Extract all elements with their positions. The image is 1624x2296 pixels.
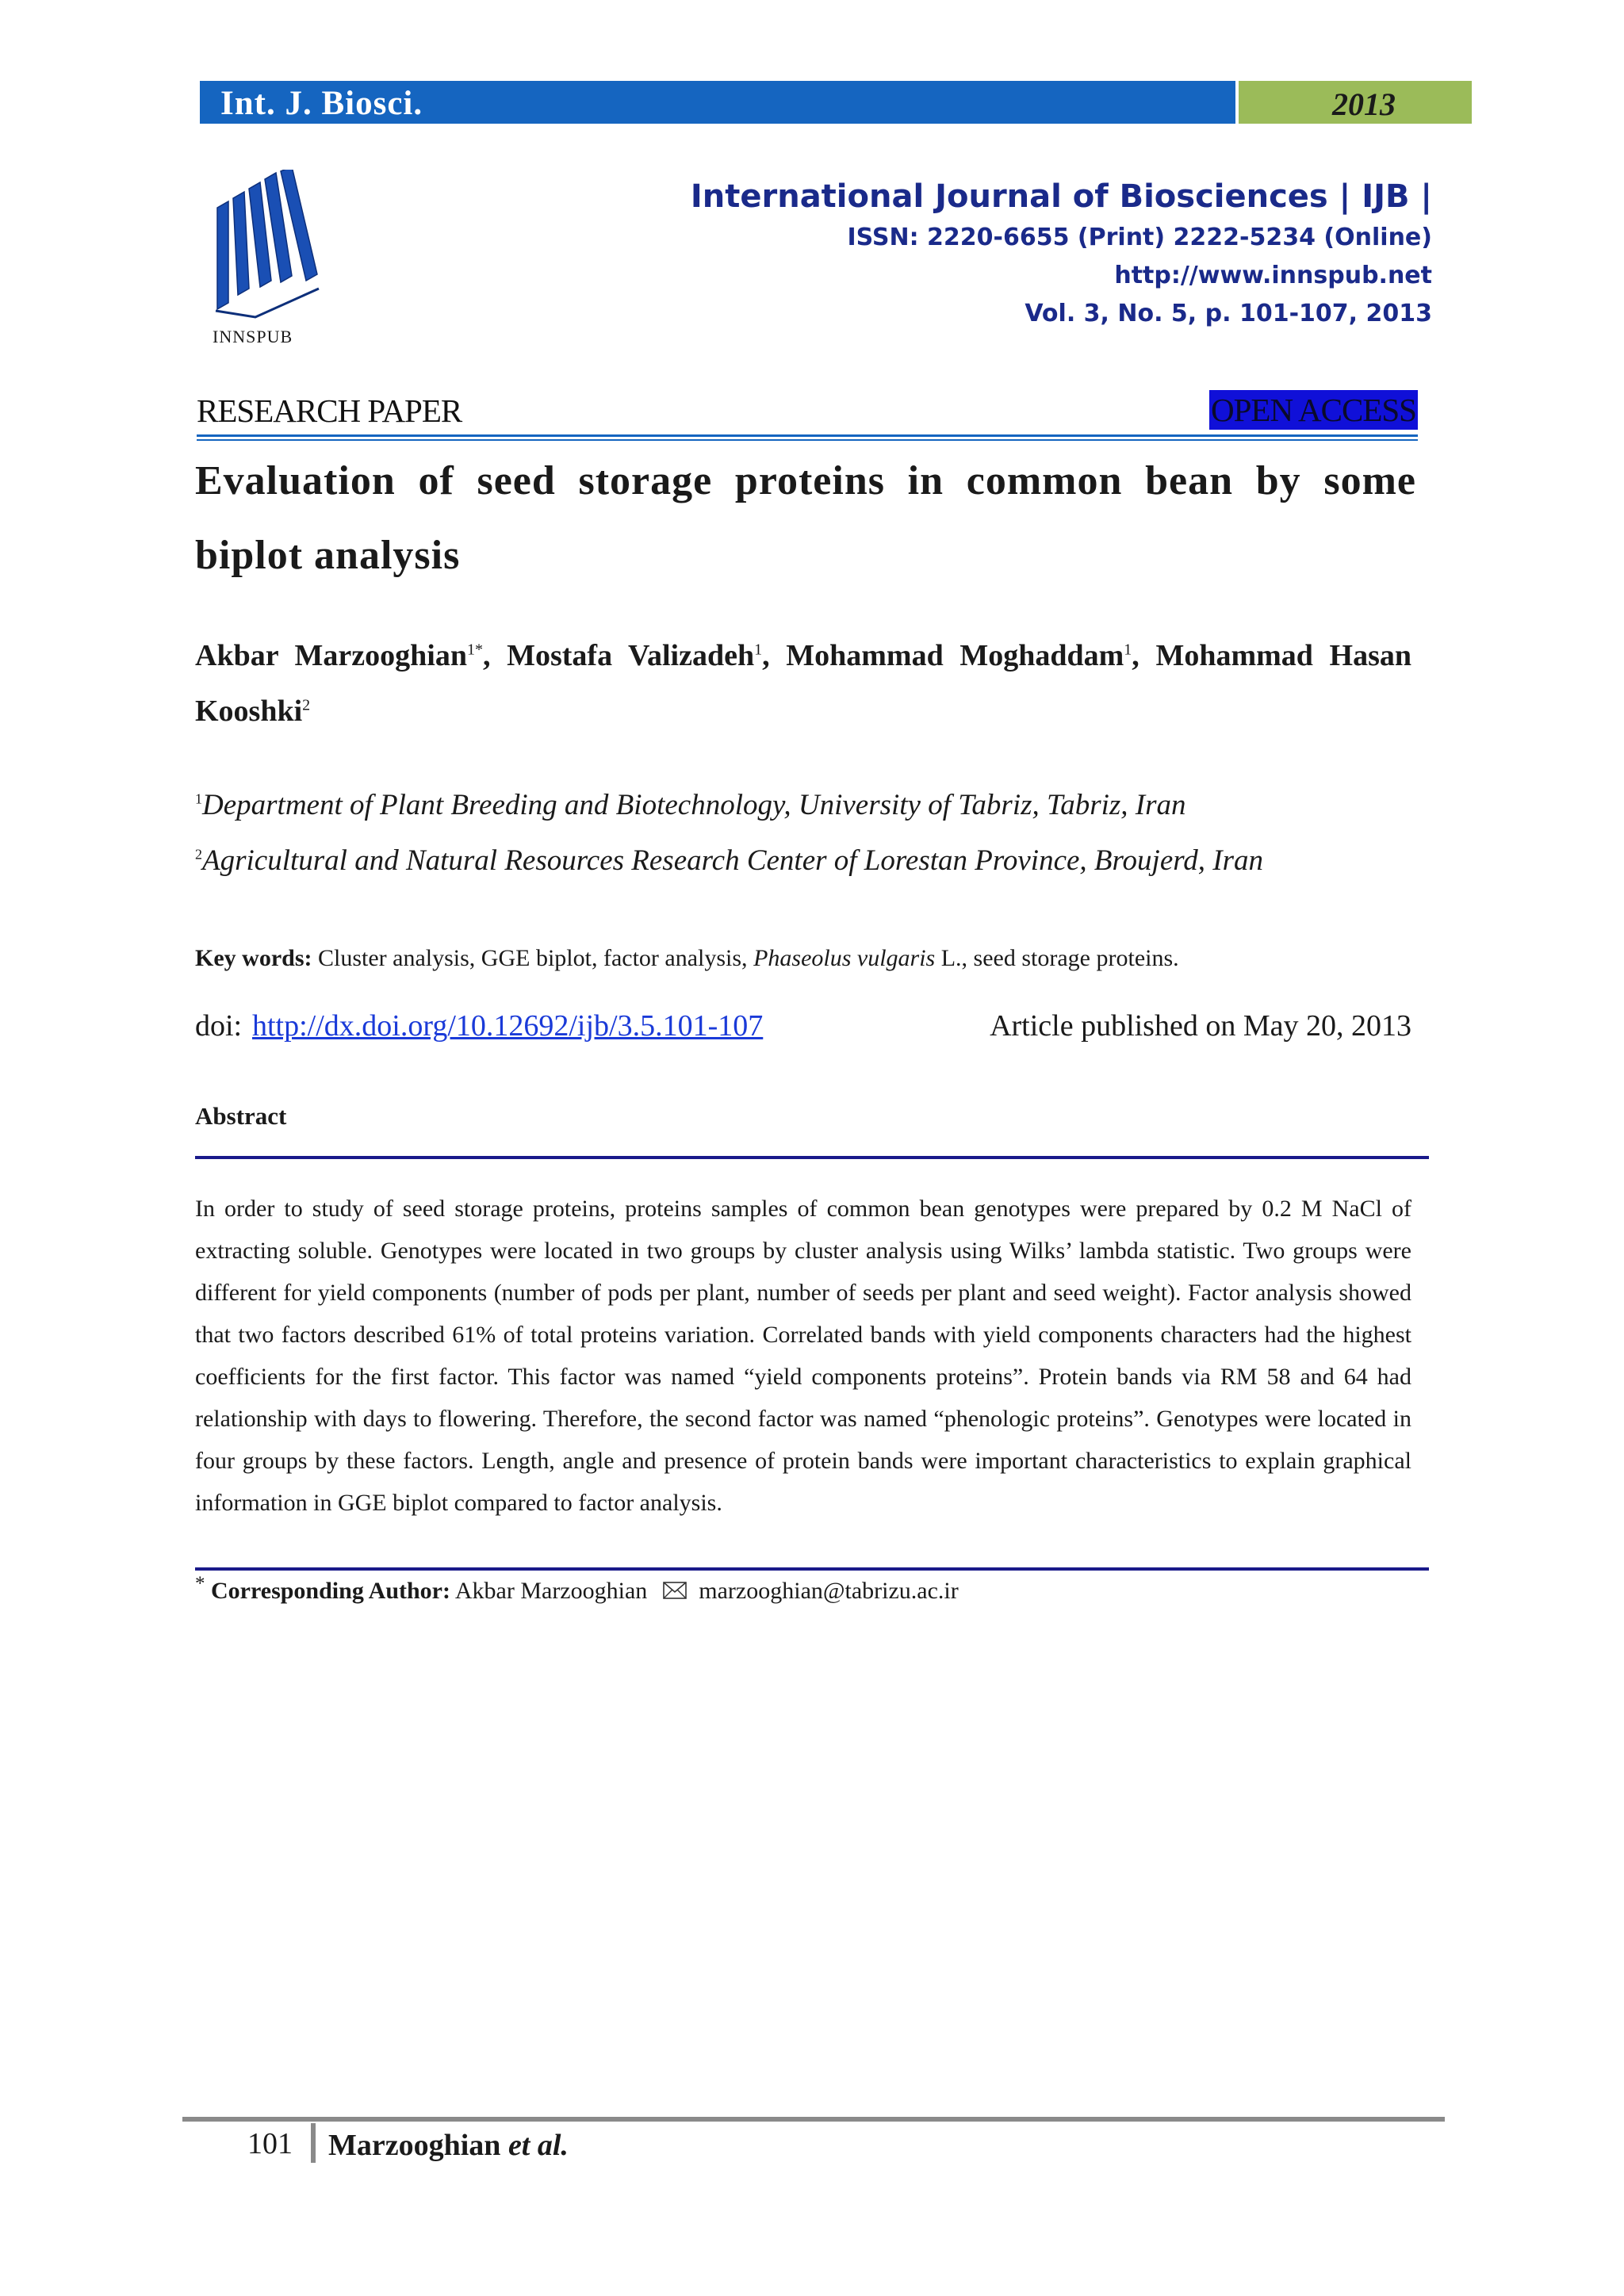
journal-issn: ISSN: 2220-6655 (Print) 2222-5234 (Online) [847,224,1432,251]
author-name: Mostafa Valizadeh [507,639,755,672]
keywords-text: Cluster analysis, GGE biplot, factor analysis, [317,945,748,971]
mail-icon [663,1581,687,1600]
abstract-text: In order to study of seed storage proteins, proteins samples of common bean genotypes were prepared by 0.2 M NaCl of extracting soluble. Genotypes were located in two groups by cluster analysis using Wilks’ lambda statistic. Two groups were different for yield components (number of pods per plant, number of seeds per plant and seed weight). Factor analysis showed that two factors described 61% of total proteins variation. Correlated bands with yield components characters had the highest coefficients for the first factor. This factor was named “yield components proteins”. Protein bands via RM 58 and 64 had relationship with days to flowering. Therefore, the second factor was named “phenologic proteins”. Genotypes were located in four groups by these factors. Length, angle and presence of protein bands were important characteristics to explain graphical information in GGE biplot compared to factor analysis. [195,1196,1411,1516]
paper-type-label: RESEARCH PAPER [197,392,462,429]
author-name: Mohammad Moghaddam [786,639,1124,672]
journal-url[interactable]: http://www.innspub.net [1114,262,1432,289]
doi-row [195,1008,1411,1048]
affiliation-num: 1 [195,790,202,807]
author-name: Mohammad Hasan Kooshki [195,639,1412,728]
author-sup: 1 [754,641,763,659]
keywords-species: Phaseolus vulgaris [753,945,936,971]
author-list: Akbar Marzooghian$^{1*}$, Mostafa Valizadeh$^1$, Mohammad Moghaddam$^1$, Mohammad Hasan Kooshki$^2$ [195,639,1412,728]
abstract-heading: Abstract [195,1102,287,1130]
affiliation-num: 2 [195,846,202,863]
publication-date: Article published on May 20, 2013 [990,1009,1411,1043]
footer-rule [182,2117,1445,2122]
journal-header-bar [200,81,1472,124]
author-sup: 1* [466,641,483,659]
affiliation-text: Agricultural and Natural Resources Research Center of Lorestan Province, Broujerd, Iran [202,844,1263,877]
journal-volume: Vol. 3, No. 5, p. 101-107, 2013 [1025,300,1432,327]
doi-link[interactable]: http://dx.doi.org/10.12692/ijb/3.5.101-107 [252,1009,764,1043]
corresponding-name: Akbar Marzooghian [454,1578,648,1604]
journal-abbrev: Int. J. Biosci. [220,85,423,122]
footer-separator [311,2123,316,2163]
doi-prefix: doi: [195,1009,243,1043]
abstract-bottom-rule [195,1567,1429,1571]
author-sup: 2 [302,696,311,714]
paper-type-row [197,388,1418,436]
footer-author [328,2128,569,2163]
year-bar [1239,81,1472,124]
header-year: 2013 [1332,86,1396,122]
corresponding-label: Corresponding Author: [211,1578,450,1604]
page-number: 101 [247,2127,293,2160]
footer-etal: et al. [508,2129,569,2162]
keywords-label: Key words: [195,945,312,971]
logo-text: INNSPUB [213,327,293,346]
corresponding-author [195,1573,959,1605]
journal-abbrev-bar [200,81,1235,124]
journal-name: International Journal of Biosciences | IJB | [690,178,1432,215]
author-sup: 1 [1124,641,1132,659]
keywords [195,945,1179,972]
paper-title: Evaluation of seed storage proteins in common bean by some biplot analysis [195,458,1416,578]
open-access-badge: OPEN ACCESS [1210,392,1416,428]
journal-info [691,174,1432,333]
author-name: Akbar Marzooghian [195,639,467,672]
footer-author-name: Marzooghian [328,2129,501,2162]
abstract-top-rule [195,1156,1429,1159]
affiliation [195,788,1186,822]
title-divider [197,434,1418,441]
corresponding-email[interactable]: marzooghian@tabrizu.ac.ir [699,1578,959,1604]
corresponding-sup: * [195,1573,205,1594]
affiliation-text: Department of Plant Breeding and Biotechnology, University of Tabriz, Tabriz, Iran [202,789,1186,821]
affiliation [195,844,1263,878]
innspub-logo [208,170,335,352]
keywords-text-end: L., seed storage proteins. [940,945,1179,971]
